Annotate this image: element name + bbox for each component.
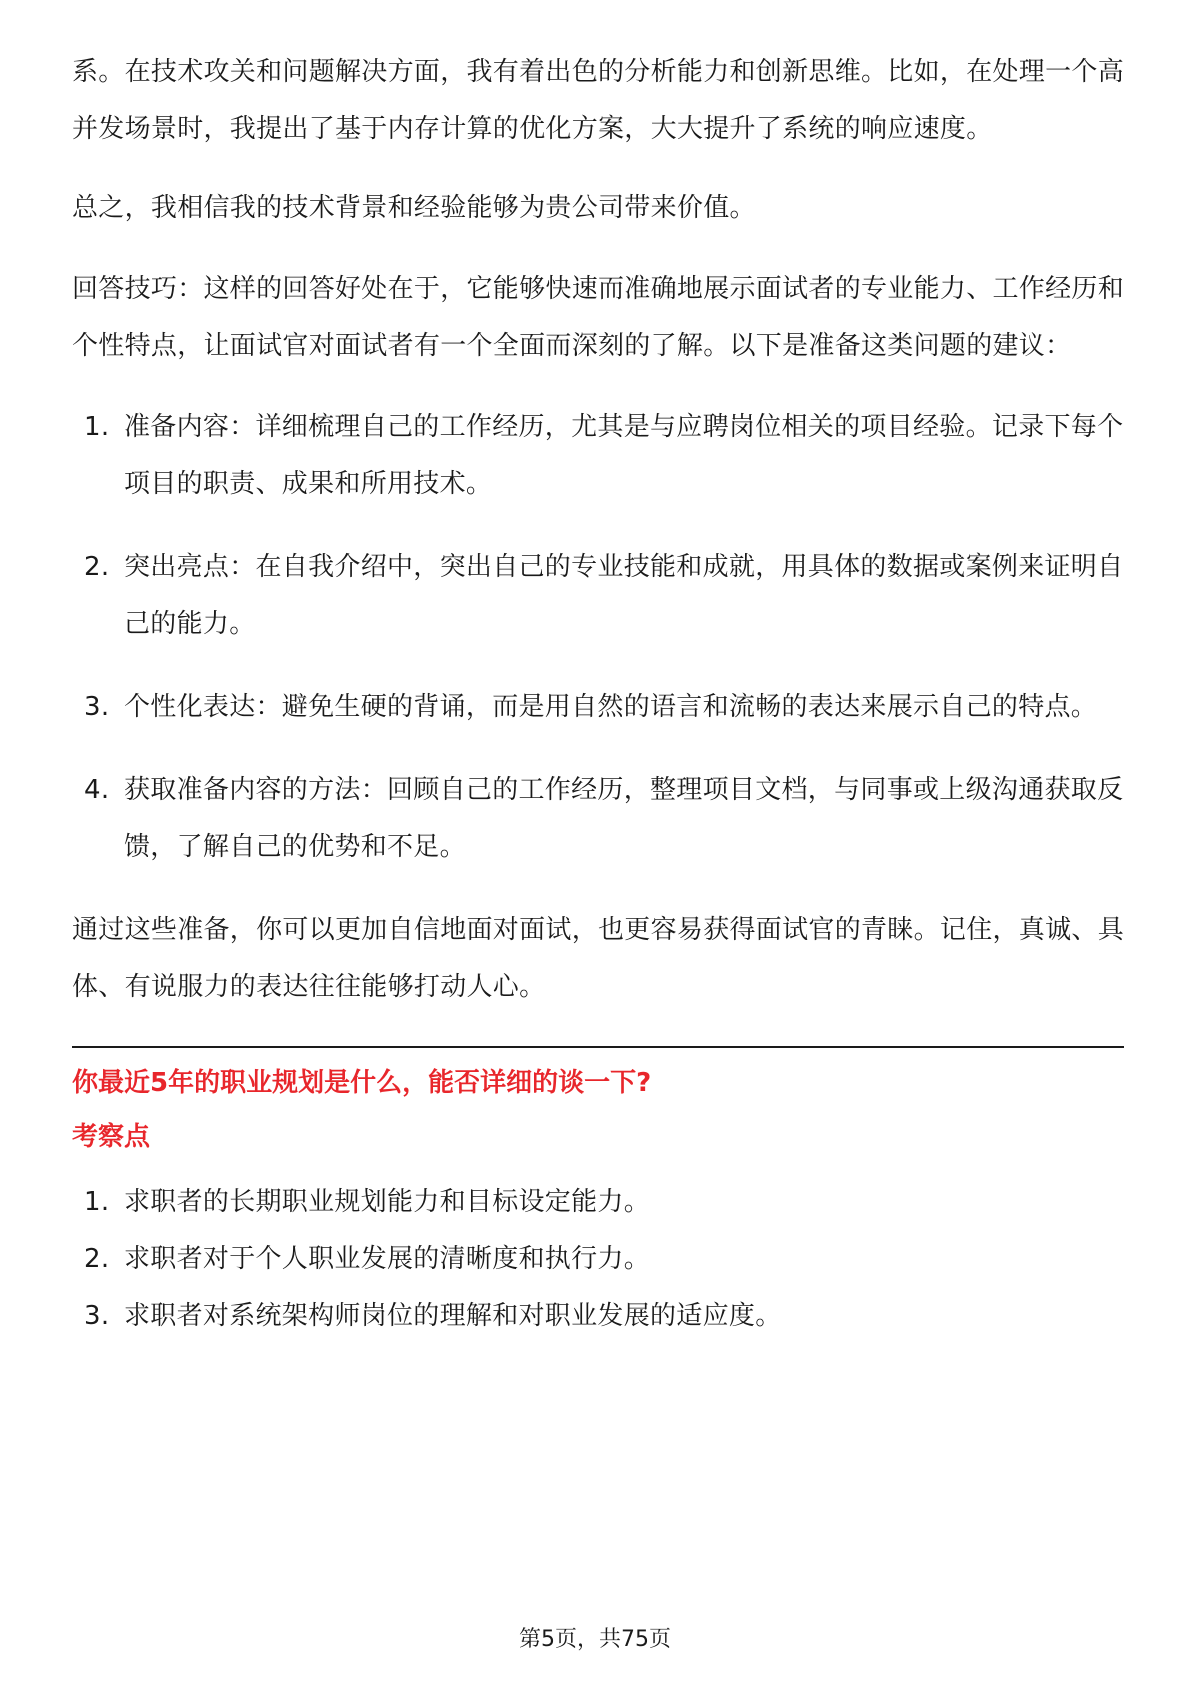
paragraph-summary: 总之，我相信我的技术背景和经验能够为贵公司带来价值。 bbox=[72, 193, 756, 223]
paragraph-continuation: 系。在技术攻关和问题解决方面，我有着出色的分析能力和创新思维。比如，在处理一个高并发场景时，我提出了基于内存计算的优化方案，大大提升了系统的响应速度。 bbox=[72, 57, 1125, 144]
list-text: 获取准备内容的方法：回顾自己的工作经历，整理项目文档，与同事或上级沟通获取反馈，了解自己的优势和不足。 bbox=[124, 775, 1124, 862]
list-number: 2. bbox=[84, 552, 110, 582]
section-divider bbox=[72, 1046, 1124, 1048]
list-item bbox=[72, 679, 1124, 736]
paragraph-answer-tips: 回答技巧：这样的回答好处在于，它能够快速而准确地展示面试者的专业能力、工作经历和个性特点，让面试官对面试者有一个全面而深刻的了解。以下是准备这类问题的建议： bbox=[72, 274, 1125, 361]
list-text: 求职者的长期职业规划能力和目标设定能力。 bbox=[124, 1187, 651, 1217]
list-item bbox=[72, 1231, 1124, 1288]
page-footer: 第5页，共75页 bbox=[519, 1627, 671, 1652]
list-number: 3. bbox=[84, 692, 110, 722]
list-number: 4. bbox=[84, 775, 110, 805]
list-item bbox=[72, 1288, 1124, 1345]
list-number: 1. bbox=[84, 1187, 110, 1217]
list-text: 个性化表达：避免生硬的背诵，而是用自然的语言和流畅的表达来展示自己的特点。 bbox=[124, 692, 1098, 722]
list-text: 求职者对于个人职业发展的清晰度和执行力。 bbox=[124, 1244, 651, 1274]
paragraph-closing: 通过这些准备，你可以更加自信地面对面试，也更容易获得面试官的青睐。记住，真诚、具体、有说服力的表达往往能够打动人心。 bbox=[72, 915, 1125, 1002]
document-page bbox=[72, 44, 1124, 1345]
list-number: 3. bbox=[84, 1301, 110, 1331]
list-item bbox=[72, 539, 1124, 653]
list-text: 突出亮点：在自我介绍中，突出自己的专业技能和成就，用具体的数据或案例来证明自己的能力。 bbox=[124, 552, 1124, 639]
evaluation-points-list bbox=[72, 1174, 1124, 1345]
list-number: 1. bbox=[84, 412, 110, 442]
list-item bbox=[72, 1174, 1124, 1231]
question-title: 你最近5年的职业规划是什么，能否详细的谈一下? bbox=[72, 1068, 652, 1098]
list-text: 求职者对系统架构师岗位的理解和对职业发展的适应度。 bbox=[124, 1301, 782, 1331]
list-item bbox=[72, 399, 1124, 513]
list-text: 准备内容：详细梳理自己的工作经历，尤其是与应聘岗位相关的项目经验。记录下每个项目的职责、成果和所用技术。 bbox=[124, 412, 1124, 499]
question-subtitle: 考察点 bbox=[72, 1122, 151, 1152]
tips-list bbox=[72, 399, 1124, 876]
list-number: 2. bbox=[84, 1244, 110, 1274]
list-item bbox=[72, 762, 1124, 876]
